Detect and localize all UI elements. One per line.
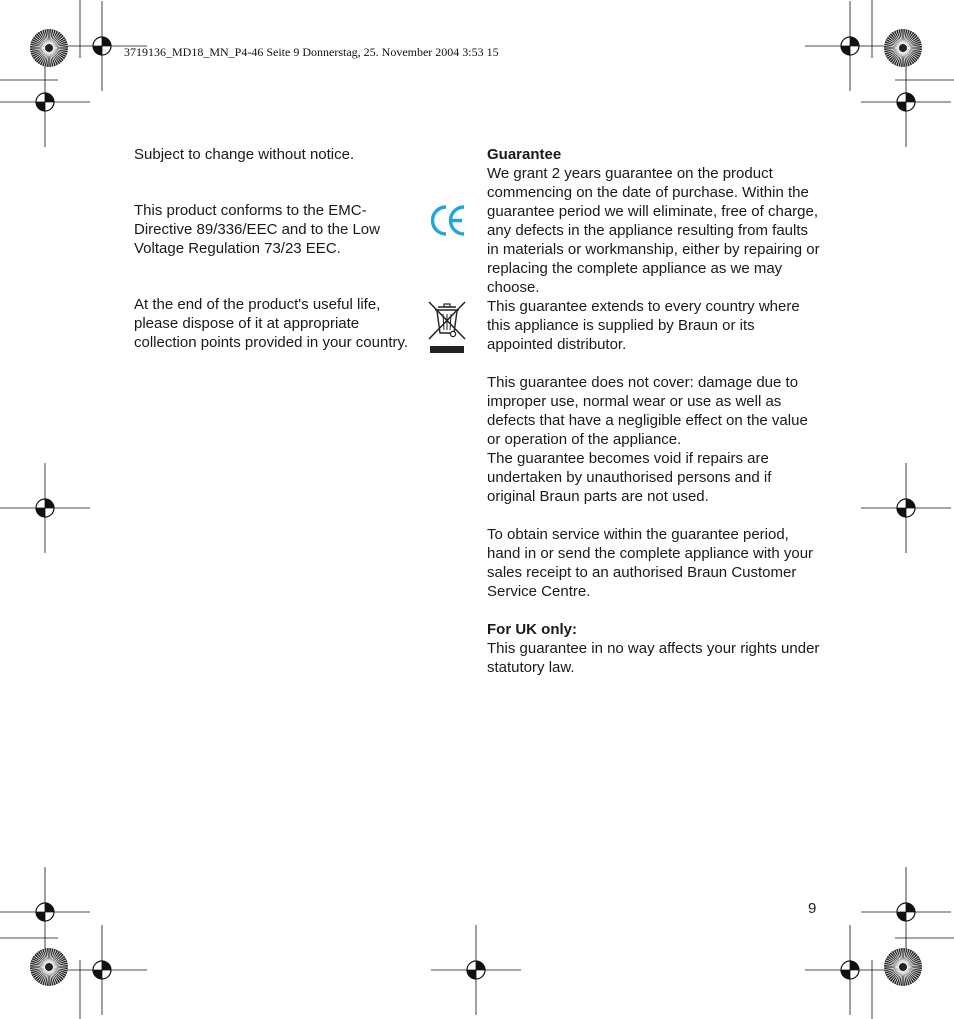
not-covered-paragraph-2: The guarantee becomes void if repairs are undertaken by unauthorised persons and if original Braun parts are not used.: [487, 450, 772, 505]
crossed-out-wheelie-bin-icon: [427, 299, 467, 357]
not-covered-paragraph-1: This guarantee does not cover: damage due to improper use, normal wear or use as well as defects that have a negligible effect on the value or operation of the appliance.: [487, 374, 808, 448]
ce-mark-icon: [431, 203, 467, 239]
disposal-text: At the end of the product's useful life, please dispose of it at appropriate collection points provided in your country.: [134, 296, 409, 351]
guarantee-section: [487, 145, 822, 677]
uk-paragraph: This guarantee in no way affects your rights under statutory law.: [487, 640, 820, 676]
print-slug-line: 3719136_MD18_MN_P4-46 Seite 9 Donnerstag, 25. November 2004 3:53 15: [124, 45, 499, 59]
guarantee-heading: Guarantee: [487, 146, 562, 163]
conformity-text: This product conforms to the EMC-Directive 89/336/EEC and to the Low Voltage Regulation 73/23 EEC.: [134, 202, 380, 257]
subject-notice: Subject to change without notice.: [134, 146, 355, 163]
guarantee-paragraph-2: This guarantee extends to every country where this appliance is supplied by Braun or its appointed distributor.: [487, 298, 800, 353]
page-number: 9: [808, 900, 817, 917]
uk-heading: For UK only:: [487, 621, 577, 638]
service-paragraph: To obtain service within the guarantee period, hand in or send the complete appliance with your sales receipt to an authorised Braun Customer Service Centre.: [487, 526, 814, 600]
guarantee-paragraph-1: We grant 2 years guarantee on the product commencing on the date of purchase. Within the guarantee period we will eliminate, free of charge, any defects in the appliance resulting from faults in materials or workmanship, either by repairing or replacing the complete appliance as we may choose.: [487, 165, 820, 296]
